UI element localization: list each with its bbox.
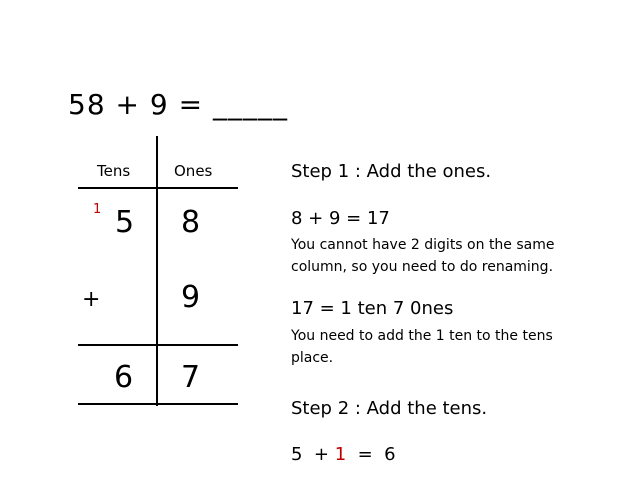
renaming-note-line1: You need to add the 1 ten to the tens [291,328,553,344]
answer-tens-digit: 6 [114,360,134,395]
step2-equation-carry: 1 [334,444,347,465]
addend2-ones-digit: 9 [181,280,201,315]
column-divider-line [156,136,158,406]
step2-equation [291,444,396,465]
tens-column-header: Tens [97,162,131,180]
bottom-line [78,403,238,405]
step2-equation-lhs: 5 + [291,444,335,465]
header-divider-line [78,187,238,189]
step1-note-line1: You cannot have 2 digits on the same [291,237,555,253]
plus-sign: + [82,287,101,312]
sum-line [78,344,238,346]
step2-title: Step 2 : Add the tens. [291,398,488,419]
answer-ones-digit: 7 [181,360,201,395]
addend1-ones-digit: 8 [181,205,201,240]
renaming-note-line2: place. [291,350,334,366]
addend1-tens-digit: 5 [115,205,135,240]
step2-equation-rhs: = 6 [346,444,396,465]
step1-note-line2: column, so you need to do renaming. [291,259,554,275]
renaming-equation: 17 = 1 ten 7 0nes [291,298,454,319]
problem-equation: 58 + 9 = _____ [68,88,288,121]
step1-title: Step 1 : Add the ones. [291,161,492,182]
step1-equation: 8 + 9 = 17 [291,208,390,229]
carry-digit: 1 [93,202,102,217]
ones-column-header: Ones [174,162,213,180]
